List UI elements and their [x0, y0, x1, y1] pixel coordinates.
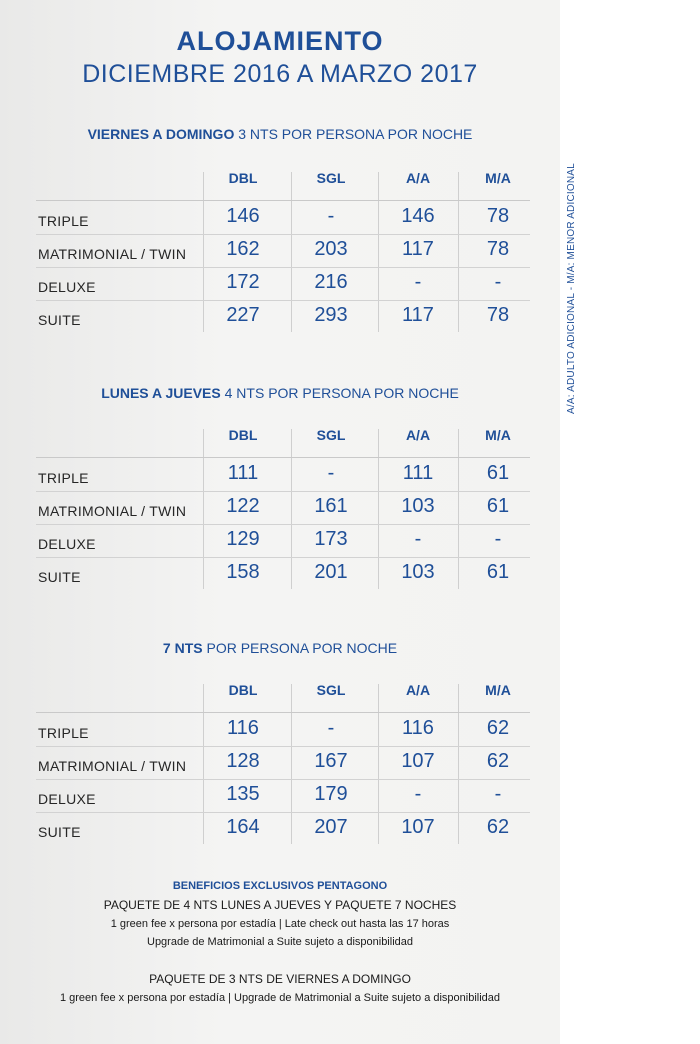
cell-ma: - [494, 271, 502, 293]
cell-aa: 107 [401, 750, 435, 772]
cell-sgl: 293 [314, 304, 348, 326]
table-row [36, 713, 530, 747]
col-header-aa: A/A [405, 682, 431, 698]
table-row [36, 524, 530, 558]
col-header-sgl: SGL [316, 427, 346, 443]
row-label: DELUXE [38, 791, 96, 807]
row-label: DELUXE [38, 279, 96, 295]
cell-sgl: 179 [314, 783, 348, 805]
row-label: MATRIMONIAL / TWIN [38, 758, 187, 774]
cell-sgl: 173 [314, 528, 348, 550]
rate-table-7nts [36, 676, 530, 848]
cell-sgl: 167 [314, 750, 348, 772]
cell-aa: 116 [402, 717, 434, 739]
cell-dbl: 135 [226, 783, 260, 805]
benefits-block [0, 880, 560, 1010]
section-title-bold: VIERNES A DOMINGO [87, 126, 235, 142]
cell-dbl: 116 [227, 717, 259, 739]
table-header [36, 164, 530, 201]
cell-ma: - [494, 783, 502, 805]
section-title-weekend [0, 126, 560, 142]
row-label: SUITE [38, 569, 81, 585]
row-label: SUITE [38, 824, 81, 840]
cell-aa: 107 [401, 816, 435, 838]
table-row [36, 201, 530, 235]
package-1-line-2: Upgrade de Matrimonial a Suite sujeto a disponibilidad [147, 936, 413, 948]
table-row [36, 300, 530, 333]
table-row [36, 746, 530, 780]
col-header-dbl: DBL [228, 682, 258, 698]
col-header-aa: A/A [405, 427, 431, 443]
cell-dbl: 129 [226, 528, 260, 550]
cell-dbl: 172 [226, 271, 260, 293]
cell-aa: 146 [401, 205, 435, 227]
row-label: MATRIMONIAL / TWIN [38, 246, 187, 262]
table-header [36, 421, 530, 458]
table-row [36, 267, 530, 301]
cell-dbl: 146 [226, 205, 260, 227]
row-label: TRIPLE [38, 213, 89, 229]
rate-table-weekend [36, 164, 530, 336]
section-title-weekday [0, 385, 560, 401]
table-row [36, 234, 530, 268]
row-label: DELUXE [38, 536, 96, 552]
col-header-sgl: SGL [316, 682, 346, 698]
col-header-dbl: DBL [228, 170, 258, 186]
row-label: TRIPLE [38, 470, 89, 486]
benefits-title: BENEFICIOS EXCLUSIVOS PENTAGONO [172, 880, 388, 892]
cell-dbl: 162 [226, 238, 260, 260]
section-title-rest: 4 NTS POR PERSONA POR NOCHE [220, 385, 459, 401]
row-label: TRIPLE [38, 725, 89, 741]
cell-ma: 78 [486, 304, 510, 326]
row-label: MATRIMONIAL / TWIN [38, 503, 187, 519]
rate-table-weekday [36, 421, 530, 593]
package-1-title: PAQUETE DE 4 NTS LUNES A JUEVES Y PAQUETE 7 NOCHES [103, 898, 457, 912]
section-title-7nts [0, 640, 560, 656]
cell-sgl: - [327, 717, 335, 739]
package-2-title: PAQUETE DE 3 NTS DE VIERNES A DOMINGO [149, 972, 411, 986]
cell-ma: 61 [486, 462, 510, 484]
cell-aa: 103 [401, 495, 435, 517]
col-header-ma: M/A [485, 427, 511, 443]
cell-aa: - [414, 783, 422, 805]
section-title-rest: POR PERSONA POR NOCHE [202, 640, 398, 656]
table-row [36, 812, 530, 845]
col-header-ma: M/A [485, 682, 511, 698]
cell-ma: 61 [486, 561, 510, 583]
col-header-sgl: SGL [316, 170, 346, 186]
abbreviation-note: A/A: ADULTO ADICIONAL - M/A: MENOR ADICIONAL [566, 163, 577, 414]
cell-dbl: 128 [226, 750, 260, 772]
cell-sgl: 216 [314, 271, 348, 293]
cell-ma: 78 [486, 238, 510, 260]
cell-aa: - [414, 271, 422, 293]
cell-aa: 103 [401, 561, 435, 583]
package-2-line-1: 1 green fee x persona por estadía | Upgrade de Matrimonial a Suite sujeto a disponibilidad [59, 992, 501, 1004]
cell-dbl: 227 [226, 304, 260, 326]
cell-sgl: 203 [314, 238, 348, 260]
package-1-line-1: 1 green fee x persona por estadía | Late check out hasta las 17 horas [110, 918, 450, 930]
cell-sgl: 161 [314, 495, 348, 517]
table-row [36, 458, 530, 492]
col-header-ma: M/A [485, 170, 511, 186]
cell-sgl: - [327, 462, 335, 484]
cell-sgl: 207 [314, 816, 348, 838]
row-label: SUITE [38, 312, 81, 328]
cell-ma: 62 [486, 816, 510, 838]
cell-dbl: 122 [226, 495, 260, 517]
col-header-dbl: DBL [228, 427, 258, 443]
cell-dbl: 158 [226, 561, 260, 583]
cell-aa: - [414, 528, 422, 550]
cell-aa: 111 [402, 462, 434, 484]
table-header [36, 676, 530, 713]
cell-ma: 78 [486, 205, 510, 227]
cell-ma: 62 [486, 717, 510, 739]
table-row [36, 779, 530, 813]
cell-sgl: 201 [314, 561, 348, 583]
col-header-aa: A/A [405, 170, 431, 186]
page-title: ALOJAMIENTO [176, 26, 384, 56]
cell-aa: 117 [402, 304, 434, 326]
table-row [36, 557, 530, 590]
cell-dbl: 111 [227, 462, 259, 484]
side-strip [560, 0, 700, 1044]
cell-aa: 117 [402, 238, 434, 260]
cell-ma: 61 [486, 495, 510, 517]
cell-sgl: - [327, 205, 335, 227]
section-title-bold: 7 NTS [162, 640, 203, 656]
cell-ma: - [494, 528, 502, 550]
cell-ma: 62 [486, 750, 510, 772]
cell-dbl: 164 [226, 816, 260, 838]
table-row [36, 491, 530, 525]
section-title-bold: LUNES A JUEVES [101, 385, 221, 401]
page-subtitle: DICIEMBRE 2016 A MARZO 2017 [82, 60, 478, 88]
section-title-rest: 3 NTS POR PERSONA POR NOCHE [234, 126, 473, 142]
